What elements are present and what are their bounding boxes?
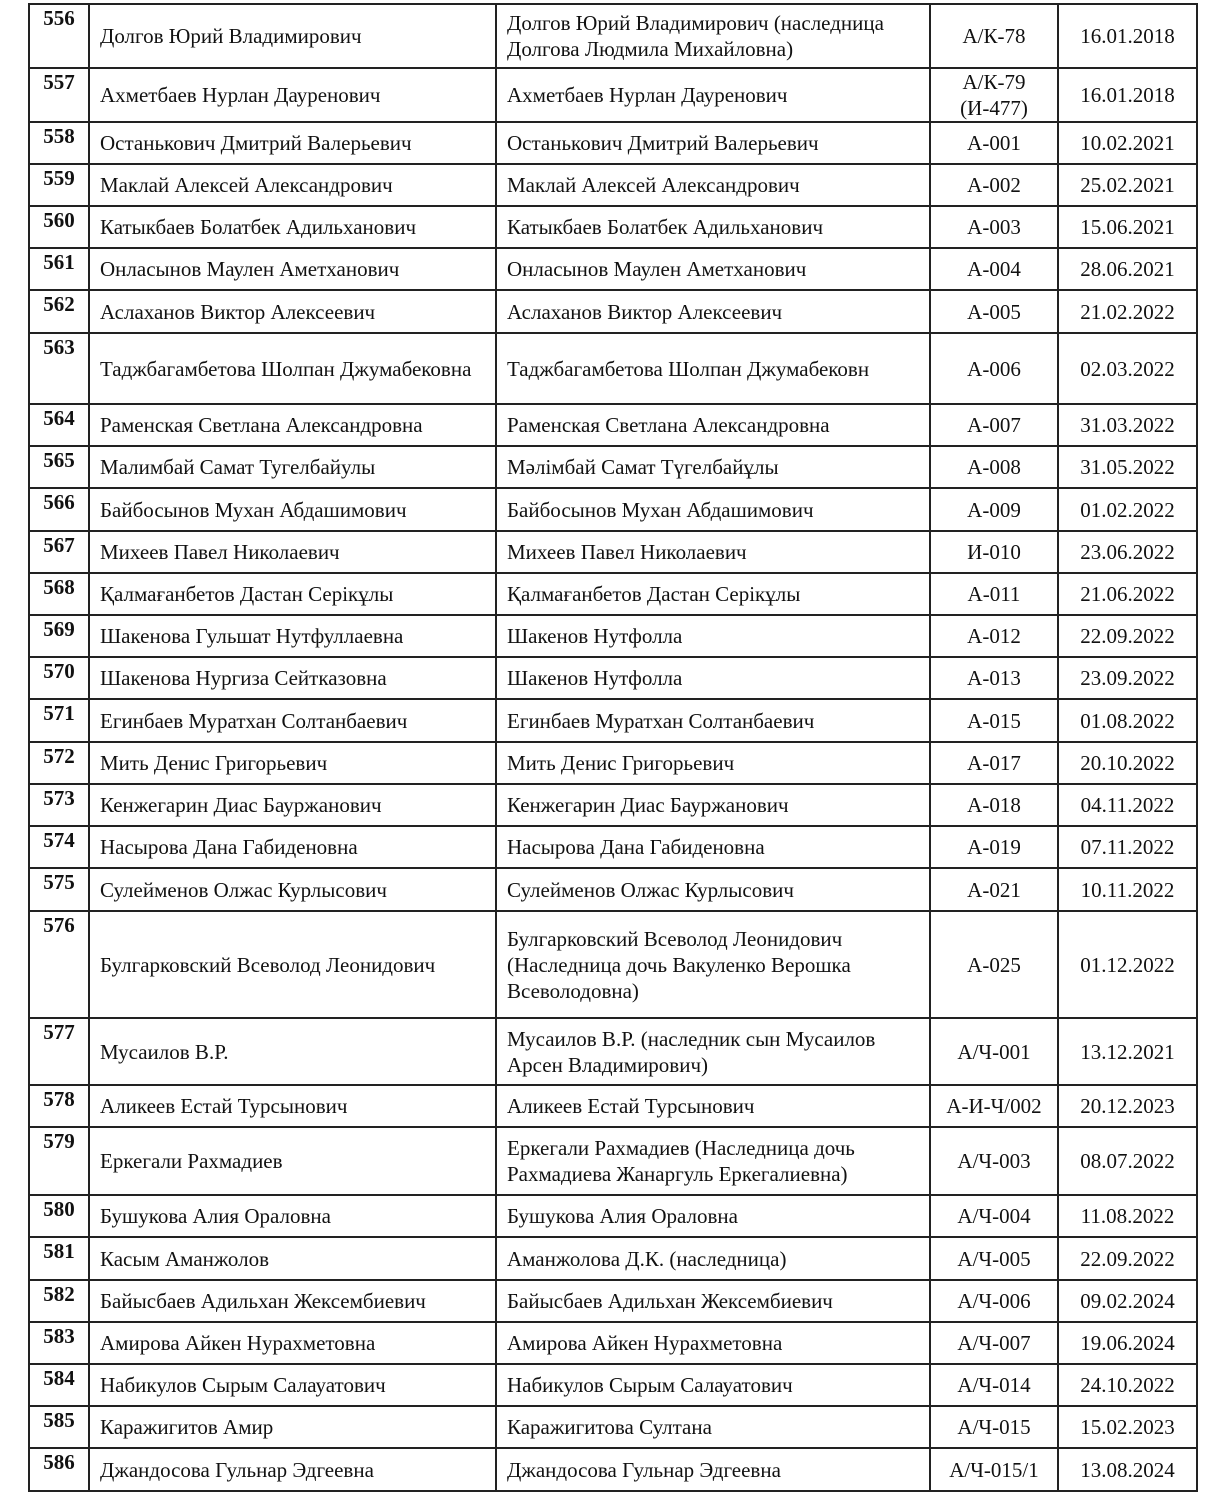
table-row	[29, 68, 1197, 122]
table-row	[29, 784, 1197, 826]
registration-date: 02.03.2022	[1058, 333, 1197, 404]
registration-code: А-017	[930, 742, 1058, 784]
row-number: 567	[29, 531, 89, 573]
row-number: 565	[29, 446, 89, 488]
registration-date: 01.08.2022	[1058, 699, 1197, 742]
owner-name: Амирова Айкен Нурахметовна	[89, 1322, 496, 1364]
registration-date: 01.12.2022	[1058, 911, 1197, 1018]
owner-name: Шакенова Нургиза Сейтказовна	[89, 657, 496, 699]
owner-name: Сулейменов Олжас Курлысович	[89, 868, 496, 911]
owner-name: Онласынов Маулен Аметханович	[89, 248, 496, 290]
row-number: 582	[29, 1280, 89, 1322]
right-holder-name: Бушукова Алия Ораловна	[496, 1195, 930, 1237]
owner-name: Насырова Дана Габиденовна	[89, 826, 496, 868]
right-holder-name: Джандосова Гульнар Эдгеевна	[496, 1448, 930, 1491]
row-number: 556	[29, 4, 89, 68]
row-number: 564	[29, 404, 89, 446]
row-number: 580	[29, 1195, 89, 1237]
table-row	[29, 1237, 1197, 1280]
registration-code: А-005	[930, 290, 1058, 333]
right-holder-name: Набикулов Сырым Салауатович	[496, 1364, 930, 1406]
registration-date: 04.11.2022	[1058, 784, 1197, 826]
registry-table-body	[29, 4, 1197, 1491]
table-row	[29, 1448, 1197, 1491]
registration-code: А-013	[930, 657, 1058, 699]
registration-date: 22.09.2022	[1058, 615, 1197, 657]
table-row	[29, 1085, 1197, 1127]
right-holder-name: Насырова Дана Габиденовна	[496, 826, 930, 868]
row-number: 572	[29, 742, 89, 784]
registration-date: 13.12.2021	[1058, 1018, 1197, 1085]
row-number: 570	[29, 657, 89, 699]
table-row	[29, 206, 1197, 248]
registration-code: А-И-Ч/002	[930, 1085, 1058, 1127]
table-row	[29, 531, 1197, 573]
owner-name: Ахметбаев Нурлан Дауренович	[89, 68, 496, 122]
registration-code: А/Ч-003	[930, 1127, 1058, 1195]
right-holder-name: Катыкбаев Болатбек Адильханович	[496, 206, 930, 248]
table-row	[29, 615, 1197, 657]
right-holder-name: Раменская Светлана Александровна	[496, 404, 930, 446]
row-number: 558	[29, 122, 89, 164]
registration-date: 08.07.2022	[1058, 1127, 1197, 1195]
registration-code: А/Ч-007	[930, 1322, 1058, 1364]
registration-code: А-007	[930, 404, 1058, 446]
row-number: 571	[29, 699, 89, 742]
registration-code: А-018	[930, 784, 1058, 826]
registration-date: 19.06.2024	[1058, 1322, 1197, 1364]
registration-date: 21.02.2022	[1058, 290, 1197, 333]
registration-date: 16.01.2018	[1058, 68, 1197, 122]
registration-code: А/Ч-006	[930, 1280, 1058, 1322]
table-row	[29, 1280, 1197, 1322]
owner-name: Касым Аманжолов	[89, 1237, 496, 1280]
right-holder-name: Мить Денис Григорьевич	[496, 742, 930, 784]
table-row	[29, 122, 1197, 164]
row-number: 579	[29, 1127, 89, 1195]
owner-name: Каражигитов Амир	[89, 1406, 496, 1448]
registration-code: А/Ч-015/1	[930, 1448, 1058, 1491]
table-row	[29, 1127, 1197, 1195]
owner-name: Маклай Алексей Александрович	[89, 164, 496, 206]
registration-date: 07.11.2022	[1058, 826, 1197, 868]
table-row	[29, 1364, 1197, 1406]
registration-code: А/Ч-015	[930, 1406, 1058, 1448]
registration-date: 16.01.2018	[1058, 4, 1197, 68]
owner-name: Бушукова Алия Ораловна	[89, 1195, 496, 1237]
registration-date: 15.02.2023	[1058, 1406, 1197, 1448]
right-holder-name: Ахметбаев Нурлан Дауренович	[496, 68, 930, 122]
row-number: 560	[29, 206, 89, 248]
owner-name: Кенжегарин Диас Бауржанович	[89, 784, 496, 826]
table-row	[29, 699, 1197, 742]
table-row	[29, 826, 1197, 868]
registration-code: А/Ч-005	[930, 1237, 1058, 1280]
right-holder-name: Амирова Айкен Нурахметовна	[496, 1322, 930, 1364]
registration-date: 31.05.2022	[1058, 446, 1197, 488]
right-holder-name: Таджбагамбетова Шолпан Джумабековн	[496, 333, 930, 404]
owner-name: Малимбай Самат Тугелбайулы	[89, 446, 496, 488]
registration-code: А/К-78	[930, 4, 1058, 68]
registry-table	[28, 3, 1198, 1492]
owner-name: Шакенова Гульшат Нутфуллаевна	[89, 615, 496, 657]
right-holder-name: Сулейменов Олжас Курлысович	[496, 868, 930, 911]
owner-name: Аликеев Естай Турсынович	[89, 1085, 496, 1127]
owner-name: Джандосова Гульнар Эдгеевна	[89, 1448, 496, 1491]
registration-code: А-008	[930, 446, 1058, 488]
row-number: 575	[29, 868, 89, 911]
table-row	[29, 573, 1197, 615]
registration-code: А-012	[930, 615, 1058, 657]
right-holder-name: Қалмағанбетов Дастан Серікұлы	[496, 573, 930, 615]
registration-code: А/Ч-014	[930, 1364, 1058, 1406]
table-row	[29, 742, 1197, 784]
owner-name: Қалмағанбетов Дастан Серікұлы	[89, 573, 496, 615]
row-number: 559	[29, 164, 89, 206]
row-number: 585	[29, 1406, 89, 1448]
table-row	[29, 1018, 1197, 1085]
registration-code: А-025	[930, 911, 1058, 1018]
owner-name: Мить Денис Григорьевич	[89, 742, 496, 784]
table-row	[29, 404, 1197, 446]
registration-code: А-011	[930, 573, 1058, 615]
row-number: 561	[29, 248, 89, 290]
table-row	[29, 657, 1197, 699]
right-holder-name: Шакенов Нутфолла	[496, 615, 930, 657]
owner-name: Мусаилов В.Р.	[89, 1018, 496, 1085]
table-row	[29, 248, 1197, 290]
table-row	[29, 333, 1197, 404]
registration-date: 13.08.2024	[1058, 1448, 1197, 1491]
registration-date: 24.10.2022	[1058, 1364, 1197, 1406]
row-number: 576	[29, 911, 89, 1018]
right-holder-name: Онласынов Маулен Аметханович	[496, 248, 930, 290]
registration-date: 11.08.2022	[1058, 1195, 1197, 1237]
owner-name: Булгарковский Всеволод Леонидович	[89, 911, 496, 1018]
table-row	[29, 1195, 1197, 1237]
owner-name: Долгов Юрий Владимирович	[89, 4, 496, 68]
row-number: 557	[29, 68, 89, 122]
registration-date: 09.02.2024	[1058, 1280, 1197, 1322]
table-row	[29, 868, 1197, 911]
right-holder-name: Булгарковский Всеволод Леонидович (Наследница дочь Вакуленко Верошка Всеволодовна)	[496, 911, 930, 1018]
right-holder-name: Маклай Алексей Александрович	[496, 164, 930, 206]
table-row	[29, 1406, 1197, 1448]
row-number: 578	[29, 1085, 89, 1127]
row-number: 586	[29, 1448, 89, 1491]
right-holder-name: Мәлімбай Самат Түгелбайұлы	[496, 446, 930, 488]
table-row	[29, 1322, 1197, 1364]
registration-date: 10.02.2021	[1058, 122, 1197, 164]
right-holder-name: Кенжегарин Диас Бауржанович	[496, 784, 930, 826]
registration-date: 23.06.2022	[1058, 531, 1197, 573]
right-holder-name: Еркегали Рахмадиев (Наследница дочь Рахмадиева Жанаргуль Еркегалиевна)	[496, 1127, 930, 1195]
owner-name: Байбосынов Мухан Абдашимович	[89, 488, 496, 531]
owner-name: Раменская Светлана Александровна	[89, 404, 496, 446]
owner-name: Аслаханов Виктор Алексеевич	[89, 290, 496, 333]
registration-date: 25.02.2021	[1058, 164, 1197, 206]
registration-code: А-004	[930, 248, 1058, 290]
right-holder-name: Аслаханов Виктор Алексеевич	[496, 290, 930, 333]
row-number: 581	[29, 1237, 89, 1280]
right-holder-name: Михеев Павел Николаевич	[496, 531, 930, 573]
registration-code: И-010	[930, 531, 1058, 573]
registration-code: А/К-79 (И-477)	[930, 68, 1058, 122]
table-row	[29, 164, 1197, 206]
row-number: 583	[29, 1322, 89, 1364]
registration-code: А/Ч-004	[930, 1195, 1058, 1237]
right-holder-name: Останькович Дмитрий Валерьевич	[496, 122, 930, 164]
row-number: 568	[29, 573, 89, 615]
owner-name: Катыкбаев Болатбек Адильханович	[89, 206, 496, 248]
registration-date: 15.06.2021	[1058, 206, 1197, 248]
right-holder-name: Шакенов Нутфолла	[496, 657, 930, 699]
registration-date: 31.03.2022	[1058, 404, 1197, 446]
registration-code: А-001	[930, 122, 1058, 164]
row-number: 562	[29, 290, 89, 333]
table-row	[29, 290, 1197, 333]
registration-date: 22.09.2022	[1058, 1237, 1197, 1280]
owner-name: Останькович Дмитрий Валерьевич	[89, 122, 496, 164]
table-row	[29, 488, 1197, 531]
owner-name: Байысбаев Адильхан Жексембиевич	[89, 1280, 496, 1322]
registration-date: 20.10.2022	[1058, 742, 1197, 784]
registration-code: А-003	[930, 206, 1058, 248]
table-row	[29, 911, 1197, 1018]
registration-code: А-015	[930, 699, 1058, 742]
registration-code: А-002	[930, 164, 1058, 206]
right-holder-name: Аликеев Естай Турсынович	[496, 1085, 930, 1127]
registration-date: 20.12.2023	[1058, 1085, 1197, 1127]
owner-name: Егинбаев Муратхан Солтанбаевич	[89, 699, 496, 742]
row-number: 569	[29, 615, 89, 657]
row-number: 574	[29, 826, 89, 868]
table-row	[29, 4, 1197, 68]
registration-code: А/Ч-001	[930, 1018, 1058, 1085]
registration-date: 21.06.2022	[1058, 573, 1197, 615]
owner-name: Михеев Павел Николаевич	[89, 531, 496, 573]
right-holder-name: Мусаилов В.Р. (наследник сын Мусаилов Арсен Владимирович)	[496, 1018, 930, 1085]
registration-code: А-009	[930, 488, 1058, 531]
registration-date: 10.11.2022	[1058, 868, 1197, 911]
row-number: 573	[29, 784, 89, 826]
row-number: 577	[29, 1018, 89, 1085]
registration-code: А-006	[930, 333, 1058, 404]
row-number: 563	[29, 333, 89, 404]
right-holder-name: Каражигитова Султана	[496, 1406, 930, 1448]
owner-name: Еркегали Рахмадиев	[89, 1127, 496, 1195]
right-holder-name: Егинбаев Муратхан Солтанбаевич	[496, 699, 930, 742]
right-holder-name: Аманжолова Д.К. (наследница)	[496, 1237, 930, 1280]
table-row	[29, 446, 1197, 488]
row-number: 566	[29, 488, 89, 531]
registration-date: 28.06.2021	[1058, 248, 1197, 290]
registration-code: А-021	[930, 868, 1058, 911]
registration-code: А-019	[930, 826, 1058, 868]
owner-name: Таджбагамбетова Шолпан Джумабековна	[89, 333, 496, 404]
owner-name: Набикулов Сырым Салауатович	[89, 1364, 496, 1406]
registration-date: 23.09.2022	[1058, 657, 1197, 699]
registration-date: 01.02.2022	[1058, 488, 1197, 531]
right-holder-name: Байысбаев Адильхан Жексембиевич	[496, 1280, 930, 1322]
right-holder-name: Байбосынов Мухан Абдашимович	[496, 488, 930, 531]
row-number: 584	[29, 1364, 89, 1406]
right-holder-name: Долгов Юрий Владимирович (наследница Долгова Людмила Михайловна)	[496, 4, 930, 68]
